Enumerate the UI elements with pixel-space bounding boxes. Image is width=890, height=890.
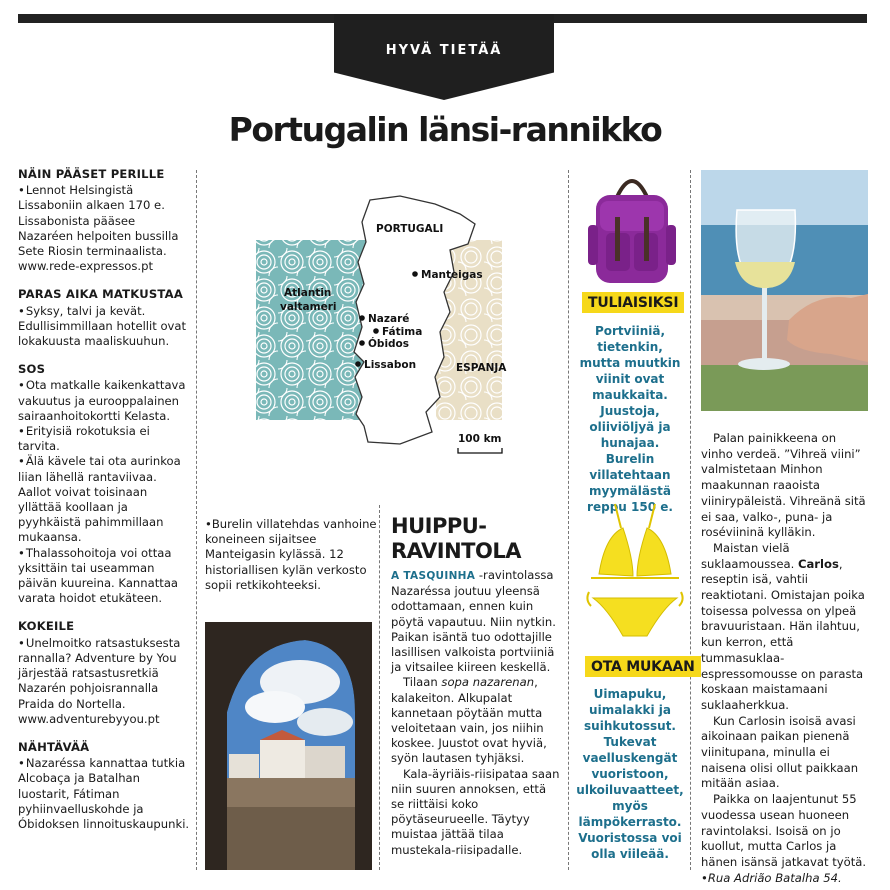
column-divider bbox=[196, 170, 197, 870]
wine-text: Maistan vielä suklaamoussea. bbox=[701, 540, 798, 571]
backpack-image bbox=[582, 167, 682, 287]
wine-article bbox=[701, 431, 869, 886]
info-section bbox=[18, 287, 192, 349]
packing-tag: OTA MUKAAN bbox=[585, 656, 701, 677]
map-city: Nazaré bbox=[368, 313, 410, 325]
restaurant-text: , kalakeiton. Alkupalat kannetaan pöytään mutta veloitetaan vain, jos niihin koskee. Juustot ovat hyviä, syön lautasen tyhjäksi. bbox=[391, 675, 547, 766]
page-title: Portugalin länsi-rannikko bbox=[228, 110, 662, 149]
portugal-map bbox=[250, 192, 550, 462]
restaurant-paragraph bbox=[391, 568, 561, 675]
wine-paragraph: Paikka on laajentunut 55 vuodessa usean huoneen ravintolaksi. Isoisä on jo kuollut, mutta Carlos ja hänen isänsä jatkavat työtä. bbox=[701, 792, 867, 869]
person-name: Carlos bbox=[797, 556, 839, 571]
map-city: Fátima bbox=[382, 326, 423, 338]
city-dot bbox=[412, 271, 418, 277]
info-section bbox=[18, 167, 192, 274]
map-city: Óbidos bbox=[368, 338, 410, 350]
restaurant-name: A TASQUINHA bbox=[391, 570, 476, 582]
restaurant-heading-line: HUIPPU- bbox=[391, 514, 487, 538]
map-city: Manteigas bbox=[421, 269, 483, 281]
souvenirs-tag: TULIAISIKSI bbox=[582, 292, 684, 313]
wine-paragraph bbox=[701, 541, 869, 714]
wine-glass-photo bbox=[701, 170, 868, 411]
restaurant-paragraph: Kala-äyriäis-riisipataa saan niin suuren annoksen, että se riittäisi koko pöytäseurueelle. Täytyy muistaa jättää tilaa mustekala-riisipadalle. bbox=[391, 766, 560, 857]
info-section-heading: KOKEILE bbox=[18, 619, 75, 634]
map-label-neighbor: ESPANJA bbox=[456, 362, 507, 374]
city-dot bbox=[359, 340, 365, 346]
info-section-heading: NÄHTÄVÄÄ bbox=[18, 739, 90, 754]
archway-photo bbox=[205, 622, 372, 870]
info-section-heading: SOS bbox=[18, 362, 46, 377]
restaurant-text: Tilaan bbox=[403, 675, 442, 690]
map-label-ocean: Atlantin bbox=[284, 287, 332, 299]
burel-note: • Burelin villatehdas vanhoine koneineen sijaitsee Manteigasin kylässä. 12 historiallisen kylän verkosto sopii retkikohteeksi. bbox=[205, 517, 377, 593]
bikini-image bbox=[585, 500, 685, 645]
ocean-area bbox=[256, 240, 366, 420]
wine-paragraph: Kun Carlosin isoisä avasi aikoinaan paikan pienenä viinitupana, minulla ei naisena olisi ollut paikkaan mitään asiaa. bbox=[701, 713, 859, 791]
wine-paragraph: Palan painikkeena on vinho verdeä. ”Vihreä viini” valmistetaan Minhon maakunnan raaoista viinirypäleistä. Vihreänä sitä ei saa, valko-, puna- ja roséviininä kylläkin. bbox=[701, 431, 866, 540]
column-divider bbox=[690, 170, 691, 870]
map-city: Lissabon bbox=[364, 359, 417, 371]
info-section bbox=[18, 619, 192, 726]
info-section-heading: NÄIN PÄÄSET PERILLE bbox=[18, 167, 165, 181]
info-bullet: • Älä kävele tai ota aurinkoa liian lähellä rantaviivaa. Aallot voivat toisinaan yllättää koollaan ja pyyhkäistä pahimmillaan mukaansa. bbox=[18, 454, 192, 545]
info-section bbox=[18, 740, 192, 832]
section-banner-label: HYVÄ TIETÄÄ bbox=[385, 43, 503, 58]
restaurant-text: -ravintolassa Nazaréssa joutuu yleensä odottamaan, ennen kuin pöytä vapautuu. Niin nytkin. Paikan isäntä tuo odottajille lasillisen valkoista portviiniä ja vitsailee kiireen keskellä. bbox=[391, 568, 556, 675]
column-divider bbox=[379, 505, 380, 870]
wine-text: , reseptin isä, vahtii reaktiotani. Omistajan poika toisessa polvessa on ylpeä bravuuristaan. Hän ilahtuu, kun kerron, että tummasuklaa-espressomousse on parasta koskaan maistamaani suklaaherkkua. bbox=[701, 556, 865, 712]
info-bullet: • Ota matkalle kaikenkattava vakuutus ja eurooppalainen sairaanhoitokortti Kelasta. bbox=[18, 378, 192, 424]
info-bullet: • Syksy, talvi ja kevät. Edullisimmillaan hotellit ovat lokakuusta maaliskuuhun. bbox=[18, 304, 192, 350]
city-dot bbox=[355, 361, 361, 367]
map-label-country: PORTUGALI bbox=[376, 223, 444, 235]
info-section bbox=[18, 362, 192, 606]
dish-name: sopa nazarenan bbox=[441, 675, 535, 690]
packing-text: Uimapuku, uimalakki ja suihkutossut. Tukevat vaelluskengät vuoristoon, ulkoiluvaatteet, myös lämpökerrasto. Vuoristossa voi olla viileää. bbox=[576, 687, 684, 861]
info-bullet: • Nazaréssa kannattaa tutkia Alcobaça ja Batalhan luostarit, Fátiman pyhiinvaelluskohde ja Óbidoksen linnoituskaupunki. bbox=[18, 756, 192, 832]
restaurant-paragraph bbox=[391, 675, 561, 766]
restaurant-article bbox=[391, 568, 561, 858]
map-scale-bar bbox=[458, 448, 502, 453]
map-scale-label: 100 km bbox=[458, 433, 502, 445]
restaurant-address: • Rua Adrião Batalha 54. bbox=[701, 871, 869, 887]
column-divider bbox=[568, 170, 569, 870]
map-label-ocean: valtameri bbox=[280, 301, 337, 313]
info-bullet: • Unelmoitko ratsastuksesta rannalla? Adventure by You järjestää ratsastusretkiä Nazarén pohjoisrannalla Praida do Nortella. www.adventurebyyou.pt bbox=[18, 636, 192, 727]
restaurant-heading bbox=[391, 514, 561, 564]
info-bullet: • Lennot Helsingistä Lissaboniin alkaen 170 e. Lissabonista pääsee Nazaréen helpoiten bussilla Sete Riosin terminaalista. www.rede-expressos.pt bbox=[18, 183, 192, 274]
souvenirs-text: Portviiniä, tietenkin, mutta muutkin viinit ovat maukkaita. Juustoja, oliiviöljyä ja hunajaa. Burelin villatehtaan myymälästä reppu 150 e. bbox=[579, 324, 681, 514]
info-bullet: • Thalassohoitoja voi ottaa yksittäin tai useamman päivän kuureina. Kannattaa varata hoidot etukäteen. bbox=[18, 546, 192, 607]
city-dot bbox=[359, 315, 365, 321]
info-bullet: • Erityisiä rokotuksia ei tarvita. bbox=[18, 424, 192, 454]
info-sidebar bbox=[18, 167, 192, 845]
info-section-heading: PARAS AIKA MATKUSTAA bbox=[18, 287, 183, 302]
restaurant-heading-line: RAVINTOLA bbox=[391, 539, 521, 563]
city-dot bbox=[373, 328, 379, 334]
